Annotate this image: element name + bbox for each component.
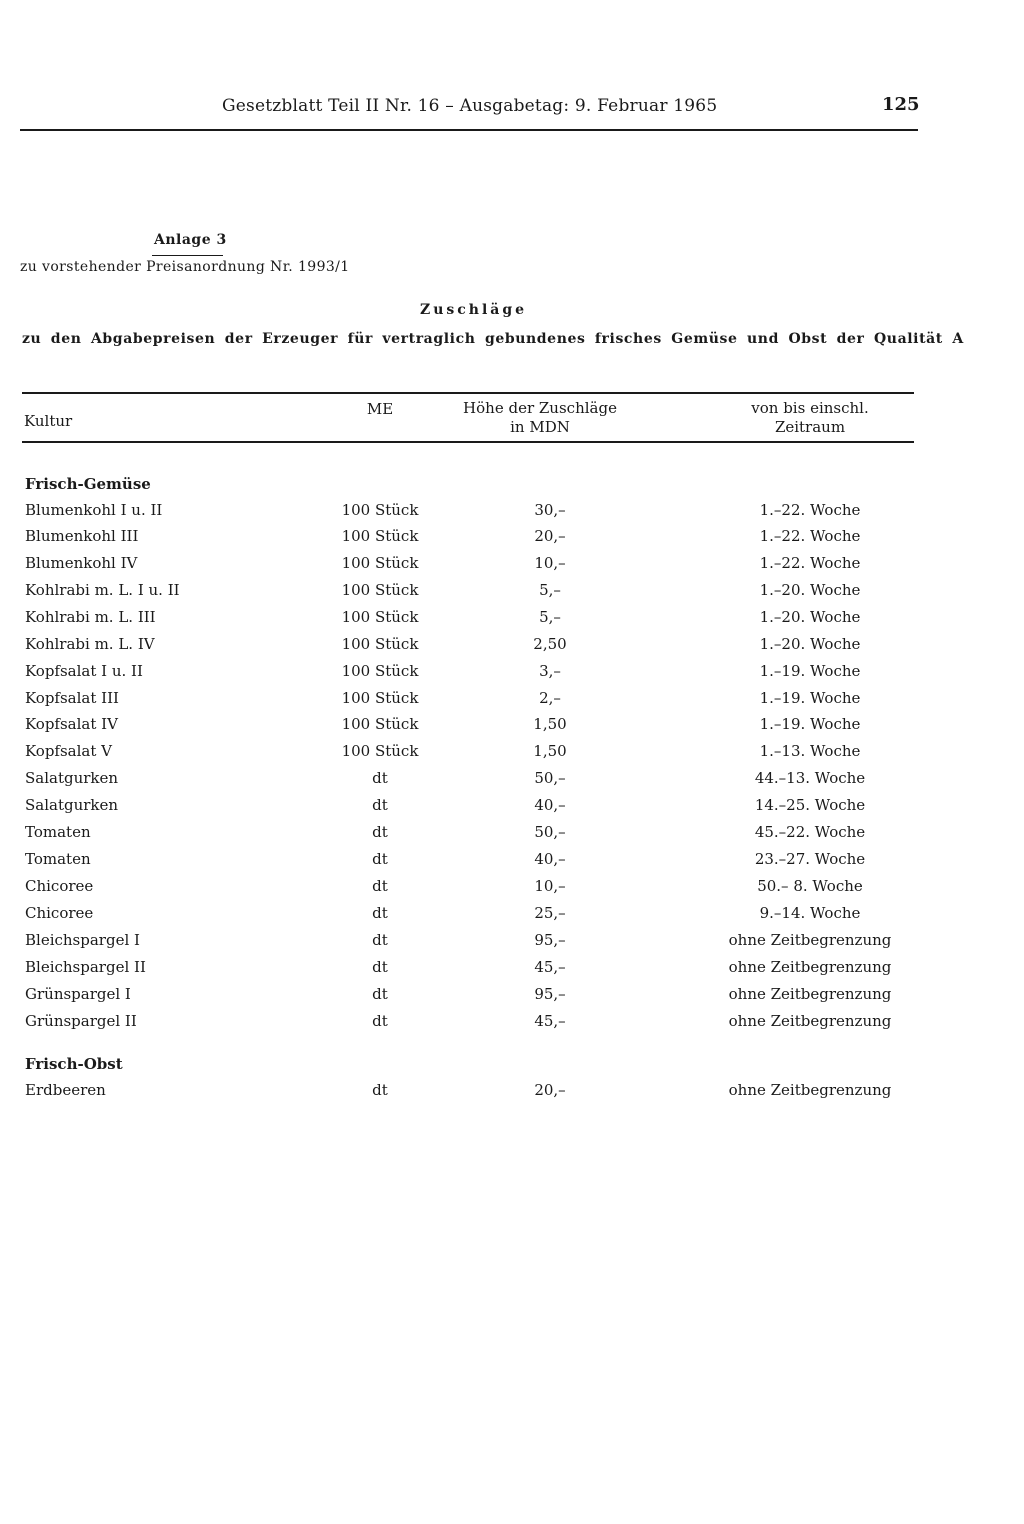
table-row — [0, 635, 1024, 661]
document-title: Zuschläge — [420, 302, 528, 318]
cell-zeitraum: ohne Zeitbegrenzung — [728, 931, 892, 949]
cell-zeitraum: 23.–27. Woche — [754, 850, 866, 868]
table-row — [0, 715, 1024, 741]
cell-me: dt — [372, 850, 388, 868]
annex-subtitle: zu vorstehender Preisanordnung Nr. 1993/1 — [20, 259, 350, 275]
cell-me: dt — [372, 1012, 388, 1030]
cell-kultur: Blumenkohl III — [25, 527, 139, 545]
cell-me: dt — [372, 769, 388, 787]
table-row — [0, 796, 1024, 822]
table-row — [0, 742, 1024, 768]
cell-hoehe: 3,– — [539, 662, 561, 680]
cell-me: dt — [372, 931, 388, 949]
cell-me: 100 Stück — [341, 662, 419, 680]
cell-hoehe: 45,– — [534, 1012, 566, 1030]
header-rule — [20, 129, 918, 131]
cell-kultur: Kopfsalat I u. II — [25, 662, 143, 680]
column-header-kultur: Kultur — [24, 412, 73, 430]
column-header-hoehe-line1: Höhe der Zuschläge — [463, 399, 617, 417]
column-header-hoehe-line2: in MDN — [510, 418, 570, 436]
cell-hoehe: 1,50 — [533, 715, 567, 733]
cell-me: dt — [372, 958, 388, 976]
section-heading-frisch-obst: Frisch-Obst — [25, 1055, 123, 1073]
cell-hoehe: 40,– — [534, 796, 566, 814]
cell-me: dt — [372, 877, 388, 895]
cell-kultur: Blumenkohl I u. II — [25, 501, 163, 519]
cell-zeitraum: 1.–13. Woche — [759, 742, 861, 760]
cell-kultur: Kohlrabi m. L. I u. II — [25, 581, 180, 599]
table-row — [0, 958, 1024, 984]
table-row — [0, 581, 1024, 607]
annex-title: Anlage 3 — [154, 232, 227, 248]
cell-zeitraum: 1.–20. Woche — [759, 635, 861, 653]
cell-kultur: Tomaten — [25, 850, 91, 868]
cell-hoehe: 25,– — [534, 904, 566, 922]
cell-me: 100 Stück — [341, 635, 419, 653]
cell-kultur: Grünspargel I — [25, 985, 131, 1003]
cell-zeitraum: 1.–22. Woche — [759, 554, 861, 572]
cell-me: 100 Stück — [341, 501, 419, 519]
table-row — [0, 662, 1024, 688]
cell-hoehe: 5,– — [539, 581, 561, 599]
cell-hoehe: 95,– — [534, 985, 566, 1003]
table-row — [0, 877, 1024, 903]
cell-kultur: Kopfsalat III — [25, 689, 119, 707]
cell-kultur: Kopfsalat V — [25, 742, 112, 760]
cell-me: 100 Stück — [341, 554, 419, 572]
table-row — [0, 527, 1024, 553]
cell-me: 100 Stück — [341, 527, 419, 545]
cell-zeitraum: 9.–14. Woche — [759, 904, 861, 922]
table-row — [0, 1012, 1024, 1038]
cell-zeitraum: 1.–19. Woche — [759, 715, 861, 733]
cell-zeitraum: 14.–25. Woche — [754, 796, 866, 814]
table-row — [0, 608, 1024, 634]
column-header-me: ME — [366, 400, 394, 418]
cell-me: dt — [372, 823, 388, 841]
cell-zeitraum: ohne Zeitbegrenzung — [728, 1012, 892, 1030]
column-header-hoehe — [440, 399, 640, 437]
cell-zeitraum: ohne Zeitbegrenzung — [728, 1081, 892, 1099]
cell-kultur: Blumenkohl IV — [25, 554, 138, 572]
cell-kultur: Bleichspargel II — [25, 958, 146, 976]
column-header-zeitraum — [700, 399, 920, 437]
cell-kultur: Kopfsalat IV — [25, 715, 118, 733]
cell-kultur: Salatgurken — [25, 796, 119, 814]
table-row — [0, 554, 1024, 580]
cell-hoehe: 10,– — [534, 877, 566, 895]
cell-zeitraum: 1.–20. Woche — [759, 608, 861, 626]
annex-title-underline — [152, 255, 223, 256]
cell-zeitraum: 44.–13. Woche — [754, 769, 866, 787]
table-row — [0, 1081, 1024, 1107]
cell-me: dt — [372, 985, 388, 1003]
cell-zeitraum: 45.–22. Woche — [754, 823, 866, 841]
cell-me: dt — [372, 796, 388, 814]
cell-me: 100 Stück — [341, 742, 419, 760]
cell-me: 100 Stück — [341, 608, 419, 626]
cell-hoehe: 45,– — [534, 958, 566, 976]
cell-kultur: Grünspargel II — [25, 1012, 137, 1030]
cell-kultur: Chicoree — [25, 904, 94, 922]
table-row — [0, 769, 1024, 795]
cell-kultur: Kohlrabi m. L. III — [25, 608, 156, 626]
cell-hoehe: 30,– — [534, 501, 566, 519]
cell-kultur: Tomaten — [25, 823, 91, 841]
cell-me: 100 Stück — [341, 715, 419, 733]
cell-hoehe: 50,– — [534, 823, 566, 841]
column-header-zeitraum-line1: von bis einschl. — [751, 399, 869, 417]
cell-hoehe: 2,50 — [533, 635, 567, 653]
cell-hoehe: 20,– — [534, 1081, 566, 1099]
table-row — [0, 985, 1024, 1011]
page-number: 125 — [882, 94, 920, 115]
cell-hoehe: 20,– — [534, 527, 566, 545]
table-header-rule — [22, 441, 914, 443]
column-header-zeitraum-line2: Zeitraum — [774, 418, 846, 436]
cell-kultur: Chicoree — [25, 877, 94, 895]
table-row — [0, 931, 1024, 957]
cell-zeitraum: ohne Zeitbegrenzung — [728, 958, 892, 976]
cell-zeitraum: ohne Zeitbegrenzung — [728, 985, 892, 1003]
cell-me: dt — [372, 1081, 388, 1099]
table-row — [0, 823, 1024, 849]
cell-zeitraum: 1.–19. Woche — [759, 689, 861, 707]
cell-zeitraum: 1.–22. Woche — [759, 501, 861, 519]
cell-kultur: Bleichspargel I — [25, 931, 140, 949]
cell-hoehe: 40,– — [534, 850, 566, 868]
cell-hoehe: 1,50 — [533, 742, 567, 760]
cell-zeitraum: 1.–20. Woche — [759, 581, 861, 599]
cell-hoehe: 2,– — [539, 689, 561, 707]
cell-kultur: Kohlrabi m. L. IV — [25, 635, 155, 653]
cell-hoehe: 10,– — [534, 554, 566, 572]
cell-zeitraum: 1.–22. Woche — [759, 527, 861, 545]
cell-hoehe: 50,– — [534, 769, 566, 787]
table-top-rule — [22, 392, 914, 394]
cell-me: 100 Stück — [341, 581, 419, 599]
table-row — [0, 904, 1024, 930]
cell-hoehe: 5,– — [539, 608, 561, 626]
cell-me: dt — [372, 904, 388, 922]
cell-hoehe: 95,– — [534, 931, 566, 949]
section-heading-frisch-gemuese: Frisch-Gemüse — [25, 475, 151, 493]
cell-me: 100 Stück — [341, 689, 419, 707]
running-title: Gesetzblatt Teil II Nr. 16 – Ausgabetag: 9. Februar 1965 — [222, 96, 718, 116]
cell-zeitraum: 50.– 8. Woche — [757, 877, 863, 895]
table-row — [0, 689, 1024, 715]
table-row — [0, 501, 1024, 527]
cell-kultur: Erdbeeren — [25, 1081, 106, 1099]
document-subtitle: zu den Abgabepreisen der Erzeuger für vertraglich gebundenes frisches Gemüse und Obst der Qualität A — [22, 331, 964, 347]
cell-kultur: Salatgurken — [25, 769, 119, 787]
table-row — [0, 850, 1024, 876]
cell-zeitraum: 1.–19. Woche — [759, 662, 861, 680]
